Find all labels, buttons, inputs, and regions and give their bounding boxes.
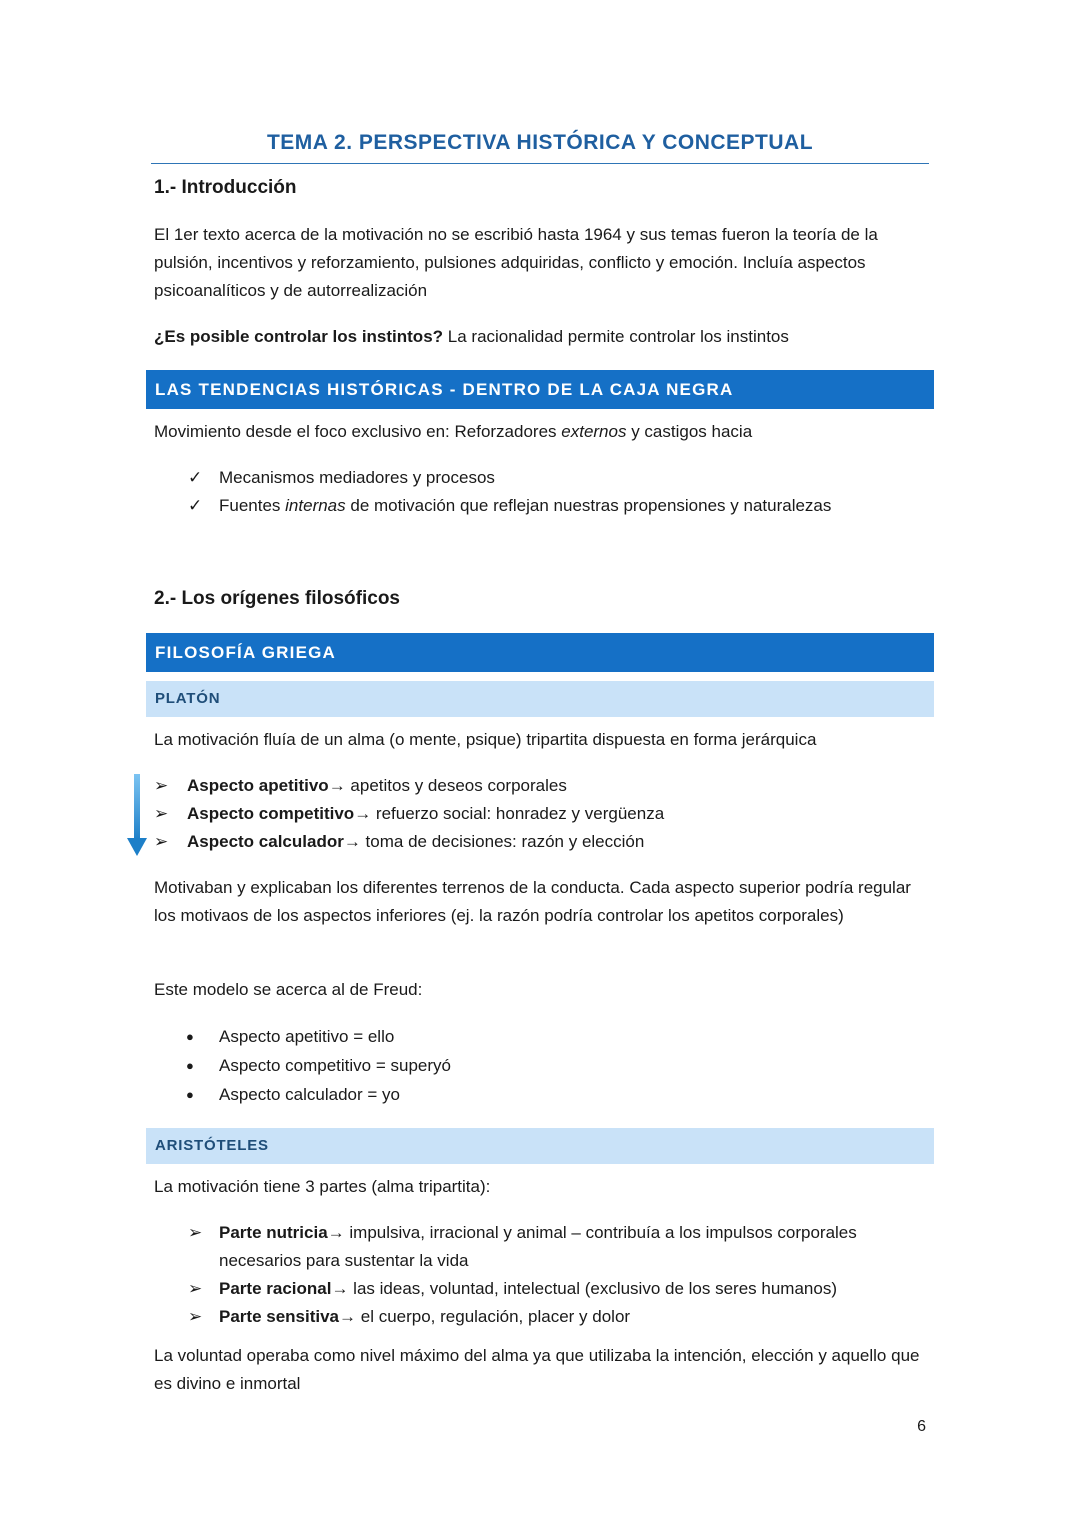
aristoteles-item-text (219, 1219, 919, 1247)
right-arrow-icon: → (327, 1223, 345, 1242)
right-arrow-icon: → (331, 1279, 349, 1298)
title-underline (151, 163, 929, 164)
question-answer: La racionalidad permite controlar los instintos (443, 327, 789, 346)
right-arrow-icon: → (328, 776, 346, 795)
checkmark-icon: ✓ (188, 468, 203, 487)
movement-paragraph (154, 418, 934, 446)
platon-item-bold: Aspecto calculador (187, 832, 344, 851)
freud-item (0, 1023, 1080, 1051)
arrow-bullet-icon: ➢ (154, 776, 169, 795)
platon-paragraph: Motivaban y explicaban los diferentes terrenos de la conducta. Cada aspecto superior podría regular los motivaos de los aspectos inferiores (ej. la razón podría controlar los apetitos corporales) (154, 878, 911, 925)
platon-item-rest: refuerzo social: honradez y vergüenza (371, 804, 665, 823)
aristoteles-item (0, 1275, 1080, 1303)
right-arrow-icon: → (354, 804, 372, 823)
aristoteles-item (0, 1219, 1080, 1275)
check-item-text: Mecanismos mediadores y procesos (219, 468, 495, 487)
subband-aristoteles: ARISTÓTELES (146, 1128, 934, 1164)
platon-item (0, 828, 1080, 856)
platon-item-rest: toma de decisiones: razón y elección (360, 832, 645, 851)
platon-item-bold: Aspecto competitivo (187, 804, 355, 823)
band-filosofia-griega: FILOSOFÍA GRIEGA (146, 633, 934, 672)
arrow-bullet-icon: ➢ (154, 832, 169, 851)
platon-item-text (187, 828, 644, 856)
aristoteles-item-text (219, 1275, 837, 1303)
right-arrow-icon: → (339, 1307, 357, 1326)
arrow-bullet-icon: ➢ (188, 1307, 203, 1326)
platon-item-text (187, 772, 567, 800)
aristoteles-item-continuation: necesarios para sustentar la vida (219, 1251, 469, 1270)
aristoteles-item-rest: las ideas, voluntad, intelectual (exclusivo de los seres humanos) (348, 1279, 837, 1298)
page-number: 6 (917, 1418, 926, 1435)
freud-item-text: Aspecto competitivo = superyó (219, 1056, 451, 1075)
bullet-dot-icon: ● (186, 1087, 194, 1102)
freud-item-text: Aspecto calculador = yo (219, 1085, 400, 1104)
movement-text-b: y castigos hacia (626, 422, 753, 441)
platon-item (0, 800, 1080, 828)
page-title: TEMA 2. PERSPECTIVA HISTÓRICA Y CONCEPTUAL (266, 131, 814, 154)
intro-paragraph: El 1er texto acerca de la motivación no se escribió hasta 1964 y sus temas fueron la teoría de la pulsión, incentivos y reforzamiento, pulsiones adquiridas, conflicto y emoción. Incluía aspectos psicoanalíticos y de autorrealización (154, 225, 878, 300)
check-item-text (219, 492, 831, 520)
check2-text-a: Fuentes (219, 496, 286, 515)
check-item (0, 492, 1080, 520)
aristoteles-item-rest: el cuerpo, regulación, placer y dolor (356, 1307, 631, 1326)
platon-item-bold: Aspecto apetitivo (187, 776, 329, 795)
freud-intro: Este modelo se acerca al de Freud: (154, 980, 423, 999)
band-tendencias-historicas: LAS TENDENCIAS HISTÓRICAS - DENTRO DE LA CAJA NEGRA (146, 370, 934, 409)
platon-intro: La motivación fluía de un alma (o mente, psique) tripartita dispuesta en forma jerárquica (154, 730, 817, 749)
check2-text-italic: internas (285, 496, 346, 515)
arrow-bullet-icon: ➢ (154, 804, 169, 823)
check-item (0, 464, 1080, 492)
aristoteles-item (0, 1303, 1080, 1331)
platon-item-text (187, 800, 664, 828)
section-heading-introduccion: 1.- Introducción (154, 177, 297, 198)
freud-item (0, 1052, 1080, 1080)
aristoteles-item-bold: Parte racional (219, 1279, 332, 1298)
check2-text-b: de motivación que reflejan nuestras propensiones y naturalezas (345, 496, 832, 515)
movement-text-italic: externos (561, 422, 627, 441)
right-arrow-icon: → (343, 832, 361, 851)
checkmark-icon: ✓ (188, 496, 203, 515)
aristoteles-intro: La motivación tiene 3 partes (alma tripartita): (154, 1177, 491, 1196)
aristoteles-item-bold: Parte nutricia (219, 1223, 328, 1242)
section-heading-origenes: 2.- Los orígenes filosóficos (154, 588, 400, 609)
freud-item-text: Aspecto apetitivo = ello (219, 1027, 395, 1046)
bullet-dot-icon: ● (186, 1029, 194, 1044)
aristoteles-closing-paragraph: La voluntad operaba como nivel máximo del alma ya que utilizaba la intención, elección y aquello que es divino e inmortal (154, 1346, 920, 1393)
subband-platon: PLATÓN (146, 681, 934, 717)
question-paragraph (154, 323, 934, 351)
freud-item (0, 1081, 1080, 1109)
aristoteles-item-bold: Parte sensitiva (219, 1307, 340, 1326)
arrow-bullet-icon: ➢ (188, 1279, 203, 1298)
platon-item-rest: apetitos y deseos corporales (345, 776, 567, 795)
bullet-dot-icon: ● (186, 1058, 194, 1073)
aristoteles-item-text (219, 1303, 630, 1331)
aristoteles-item-rest: impulsiva, irracional y animal – contribuía a los impulsos corporales (344, 1223, 857, 1242)
platon-item (0, 772, 1080, 800)
movement-text-a: Movimiento desde el foco exclusivo en: Reforzadores (154, 422, 562, 441)
arrow-bullet-icon: ➢ (188, 1223, 203, 1242)
question-bold: ¿Es posible controlar los instintos? (154, 327, 444, 346)
